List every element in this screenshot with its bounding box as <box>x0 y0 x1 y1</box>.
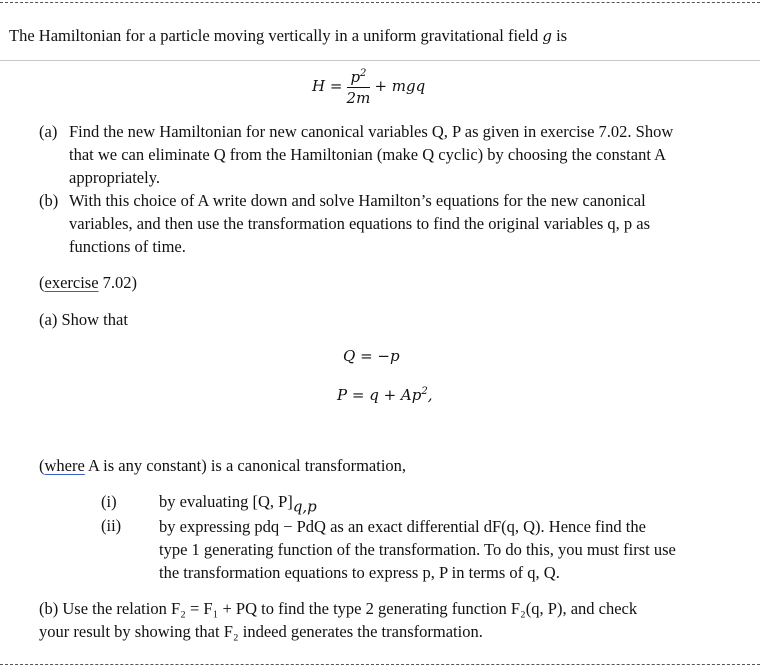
item-ii-line2: type 1 generating function of the transformation. To do this, you must first use <box>159 540 676 559</box>
exercise-reference <box>39 272 137 294</box>
exercise-ref-rest: 7.02) <box>98 273 138 292</box>
equation-p-main: P = q + Ap <box>337 386 422 404</box>
part-b-line3: functions of time. <box>69 237 186 256</box>
item-i-label: (i) <box>101 492 117 511</box>
where-rest: A is any constant) is a canonical transformation, <box>84 456 407 475</box>
equation-p-tail: , <box>427 386 433 404</box>
part-a-label: (a) <box>39 122 58 141</box>
sub-b-line1: (b) Use the relation F₂ = F₁ + PQ to find the type 2 generating function F₂(q, P), and check <box>39 599 638 618</box>
equation-p-exp: 2 <box>421 386 428 397</box>
hamiltonian-numerator: p <box>350 68 361 86</box>
exercise-ref-open: ( <box>39 273 45 292</box>
sub-b-paragraph <box>39 597 637 643</box>
hamiltonian-fraction <box>347 64 371 108</box>
section-divider <box>0 60 760 61</box>
part-a-line1: Find the new Hamiltonian for new canonical variables Q, P as given in exercise 7.02. Show <box>69 122 674 141</box>
part-b-line2: variables, and then use the transformation equations to find the original variables q, p as <box>69 214 651 233</box>
sub-a-show-that: (a) Show that <box>39 310 128 329</box>
exercise-ref-word: exercise <box>44 273 99 292</box>
top-dashed-border <box>0 2 760 3</box>
item-ii-line3: the transformation equations to express p, P in terms of q, Q. <box>159 563 560 582</box>
equation-p <box>337 381 433 406</box>
item-ii-label: (ii) <box>101 516 122 535</box>
hamiltonian-rhs: + mgq <box>374 77 426 95</box>
where-word: where <box>44 456 85 475</box>
part-a-line3: appropriately. <box>69 168 161 187</box>
where-sentence <box>39 455 406 477</box>
item-i-sub: q,p <box>292 497 317 516</box>
question-part-a <box>39 120 673 189</box>
equation-q: Q = −p <box>343 347 400 365</box>
item-i-main: by evaluating [Q, P] <box>159 492 293 511</box>
item-ii-line1: by expressing pdq − PdQ as an exact differential dF(q, Q). Hence find the <box>159 517 646 536</box>
sub-b-line2: your result by showing that F₂ indeed generates the transformation. <box>39 622 483 641</box>
part-b-label: (b) <box>39 191 59 210</box>
hamiltonian-numerator-exp: 2 <box>360 68 367 79</box>
intro-var-g: g <box>542 27 552 45</box>
intro-text-end: is <box>556 26 568 45</box>
item-i-text <box>159 491 317 517</box>
hamiltonian-equation <box>312 64 425 108</box>
hamiltonian-lhs: H = <box>312 77 343 95</box>
part-a-line2: that we can eliminate Q from the Hamiltonian (make Q cyclic) by choosing the constant A <box>69 145 667 164</box>
item-ii-text <box>159 515 676 584</box>
intro-text: The Hamiltonian for a particle moving vertically in a uniform gravitational field <box>9 26 539 45</box>
question-part-b <box>39 189 650 258</box>
where-open: ( <box>39 456 45 475</box>
part-b-line1: With this choice of A write down and solve Hamilton’s equations for the new canonical <box>69 191 646 210</box>
hamiltonian-denominator: 2m <box>346 89 371 107</box>
intro-sentence <box>9 25 567 47</box>
bottom-dashed-border <box>0 664 760 665</box>
